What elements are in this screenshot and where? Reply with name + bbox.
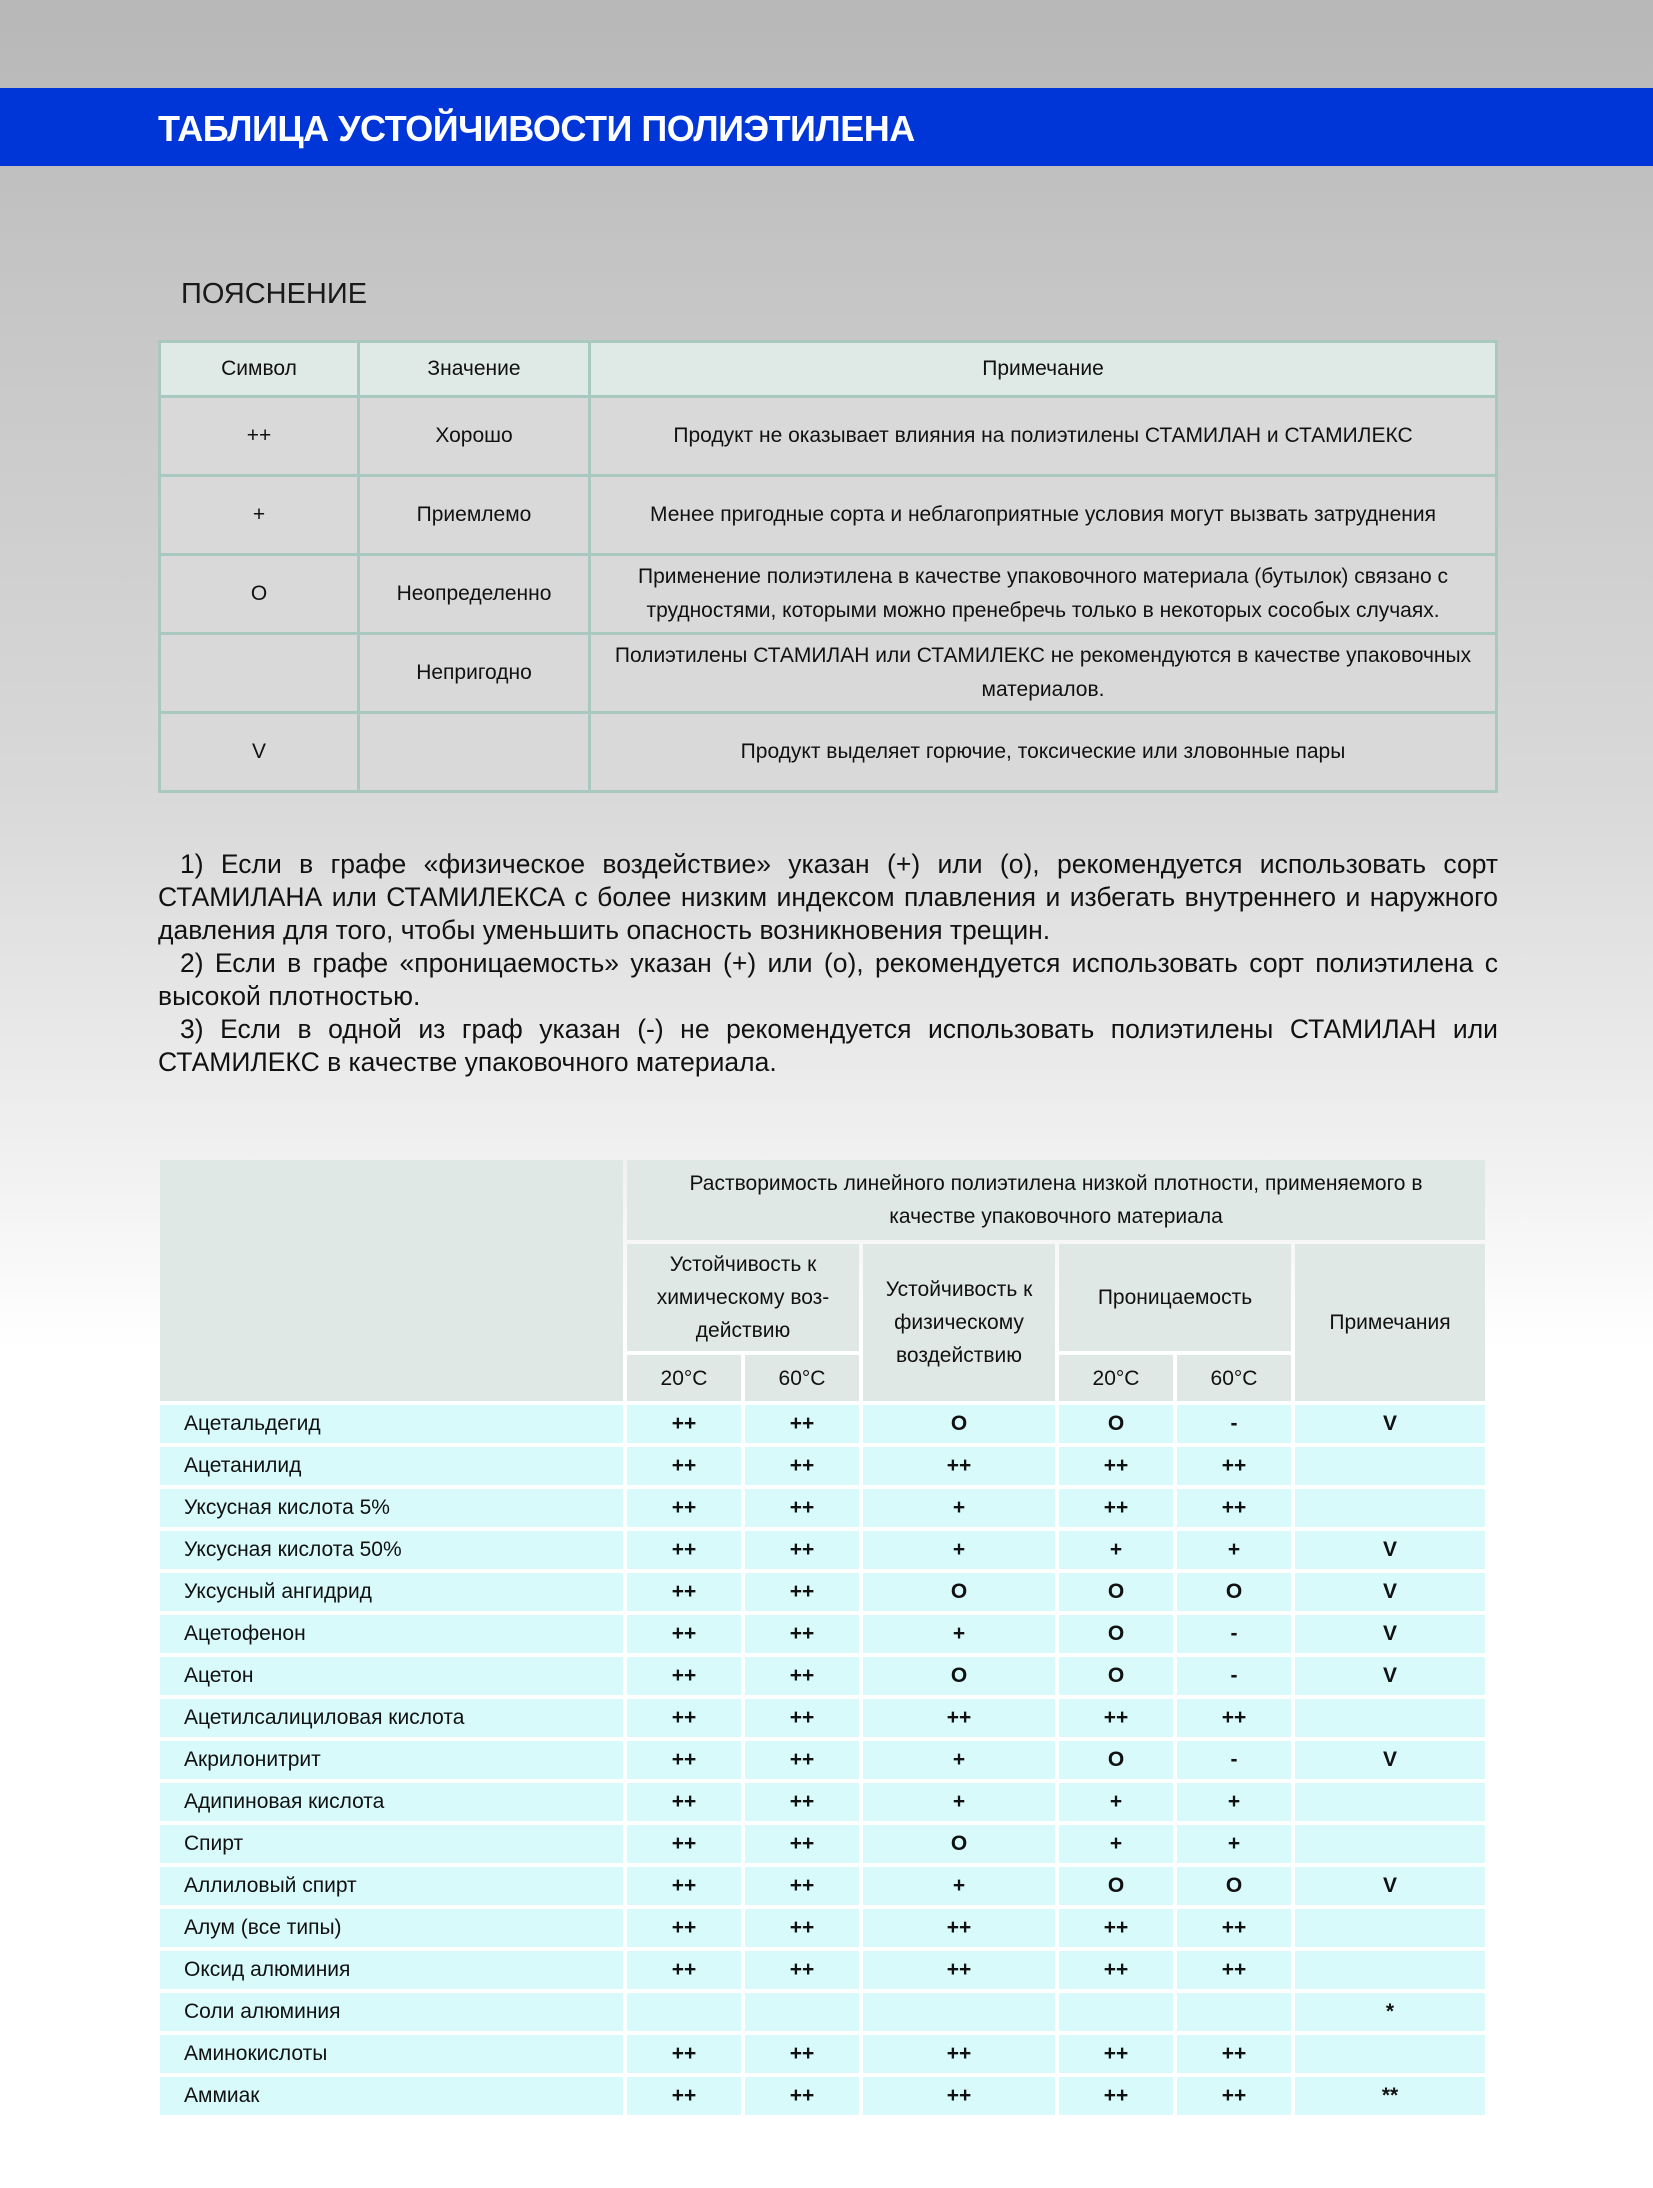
cell-note: V [1295,1657,1485,1695]
cell-phys: ++ [863,1699,1055,1737]
cell-perm20: О [1059,1573,1173,1611]
legend-row [160,555,1497,634]
cell-perm20 [1059,1993,1173,2031]
cell-chem60: ++ [745,1825,859,1863]
cell-perm60 [1177,1993,1291,2031]
cell-phys: ++ [863,2077,1055,2115]
table-row [160,2077,1485,2115]
legend-row [160,476,1497,555]
substance-name: Аллиловый спирт [160,1867,623,1905]
table-row [160,1699,1485,1737]
legend-row [160,713,1497,792]
cell-perm60: + [1177,1783,1291,1821]
substance-name: Ацетилсалициловая кислота [160,1699,623,1737]
cell-phys: О [863,1405,1055,1443]
cell-perm60: ++ [1177,2035,1291,2073]
header-perm-60: 60°C [1177,1355,1291,1401]
cell-phys: + [863,1531,1055,1569]
table-row [160,1531,1485,1569]
cell-chem60 [745,1993,859,2031]
legend-meaning: Хорошо [359,397,590,476]
cell-perm20: О [1059,1741,1173,1779]
legend-table [158,340,1498,793]
cell-perm60: ++ [1177,1447,1291,1485]
table-row [160,2035,1485,2073]
table-row [160,1909,1485,1947]
footnotes [158,848,1498,1079]
cell-chem60: ++ [745,1573,859,1611]
cell-chem60: ++ [745,2077,859,2115]
cell-perm20: ++ [1059,1951,1173,1989]
cell-chem20: ++ [627,1489,741,1527]
cell-phys: О [863,1573,1055,1611]
cell-chem60: ++ [745,1531,859,1569]
cell-chem60: ++ [745,1741,859,1779]
header-perm-20: 20°C [1059,1355,1173,1401]
cell-perm20: О [1059,1405,1173,1443]
cell-note: V [1295,1405,1485,1443]
cell-perm20: ++ [1059,1699,1173,1737]
cell-perm20: ++ [1059,1489,1173,1527]
cell-phys: + [863,1615,1055,1653]
cell-phys: + [863,1867,1055,1905]
substance-name: Оксид алюминия [160,1951,623,1989]
cell-perm60: О [1177,1867,1291,1905]
header-chem-20: 20°C [627,1355,741,1401]
substance-name: Аминокислоты [160,2035,623,2073]
substance-name: Ацетанилид [160,1447,623,1485]
legend-symbol: ++ [160,397,359,476]
header-phys: Устойчивость к физическому воздействию [863,1244,1055,1401]
legend-symbol [160,634,359,713]
cell-note [1295,1783,1485,1821]
substance-name: Адипиновая кислота [160,1783,623,1821]
legend-meaning [359,713,590,792]
table-row [160,1867,1485,1905]
table-row [160,1741,1485,1779]
cell-perm20: ++ [1059,1909,1173,1947]
cell-note [1295,1825,1485,1863]
cell-chem20: ++ [627,1909,741,1947]
table-row [160,1489,1485,1527]
cell-chem60: ++ [745,1657,859,1695]
cell-note: V [1295,1531,1485,1569]
cell-perm60: - [1177,1657,1291,1695]
table-row [160,1993,1485,2031]
cell-note: V [1295,1867,1485,1905]
cell-chem20: ++ [627,1783,741,1821]
legend-label: ПОЯСНЕНИЕ [181,278,368,310]
cell-phys: ++ [863,1447,1055,1485]
cell-chem20: ++ [627,1447,741,1485]
substance-name: Алум (все типы) [160,1909,623,1947]
cell-phys: ++ [863,2035,1055,2073]
legend-header-row [160,342,1497,397]
substance-name: Ацетофенон [160,1615,623,1653]
cell-note: V [1295,1573,1485,1611]
cell-perm60: ++ [1177,1909,1291,1947]
cell-perm60: ++ [1177,2077,1291,2115]
cell-perm60: О [1177,1573,1291,1611]
page-title: ТАБЛИЦА УСТОЙЧИВОСТИ ПОЛИЭТИЛЕНА [158,108,915,149]
legend-row [160,634,1497,713]
substance-name: Соли алюминия [160,1993,623,2031]
cell-perm60: + [1177,1825,1291,1863]
title-banner [0,88,1653,166]
footnote-1: 1) Если в графе «физическое воздействие» указан (+) или (о), рекомендуется использовать сорт СТАМИЛАНА или СТАМИЛЕКСА с более низким индексом плавления и избегать внутреннего и наружного давления для того, чтобы уменьшить опасность возникновения трещин. [158,849,1498,945]
cell-note: ** [1295,2077,1485,2115]
legend-symbol: О [160,555,359,634]
cell-phys: О [863,1657,1055,1695]
cell-chem20: ++ [627,1951,741,1989]
cell-chem20: ++ [627,1825,741,1863]
cell-chem20: ++ [627,1573,741,1611]
cell-chem60: ++ [745,2035,859,2073]
cell-note [1295,1909,1485,1947]
cell-perm60: + [1177,1531,1291,1569]
cell-note [1295,1699,1485,1737]
legend-symbol: + [160,476,359,555]
table-row [160,1405,1485,1443]
cell-chem60: ++ [745,1909,859,1947]
header-perm: Проницаемость [1059,1244,1291,1351]
cell-note: * [1295,1993,1485,2031]
header-group: Растворимость линейного полиэтилена низкой плотности, применяемого в качестве упаковочного материала [627,1160,1485,1240]
cell-chem60: ++ [745,1405,859,1443]
cell-perm20: О [1059,1657,1173,1695]
legend-meaning: Неопределенно [359,555,590,634]
substance-name: Спирт [160,1825,623,1863]
cell-note: V [1295,1741,1485,1779]
header-chem: Устойчивость к химическому воз-действию [627,1244,859,1351]
cell-chem20: ++ [627,1741,741,1779]
legend-note: Продукт не оказывает влияния на полиэтилены СТАМИЛАН и СТАМИЛЕКС [590,397,1497,476]
cell-chem60: ++ [745,1699,859,1737]
cell-perm20: + [1059,1531,1173,1569]
legend-meaning: Непригодно [359,634,590,713]
cell-phys: О [863,1825,1055,1863]
cell-chem60: ++ [745,1489,859,1527]
header-notes: Примечания [1295,1244,1485,1401]
cell-chem20: ++ [627,1867,741,1905]
table-body [160,1405,1485,2115]
substance-name: Уксусная кислота 50% [160,1531,623,1569]
cell-phys: + [863,1741,1055,1779]
legend-note: Применение полиэтилена в качестве упаковочного материала (бутылок) связано с трудностями, которыми можно пренебречь только в некоторых сособых случаях. [590,555,1497,634]
table-row [160,1657,1485,1695]
cell-chem60: ++ [745,1447,859,1485]
legend-meaning: Приемлемо [359,476,590,555]
cell-phys: + [863,1783,1055,1821]
cell-perm60: ++ [1177,1699,1291,1737]
cell-note [1295,1951,1485,1989]
legend-row [160,397,1497,476]
substance-name: Ацетальдегид [160,1405,623,1443]
cell-note: V [1295,1615,1485,1653]
cell-chem20: ++ [627,1405,741,1443]
cell-chem60: ++ [745,1951,859,1989]
cell-chem60: ++ [745,1867,859,1905]
cell-phys: + [863,1489,1055,1527]
table-row [160,1447,1485,1485]
legend-note: Менее пригодные сорта и неблагоприятные условия могут вызвать затруднения [590,476,1497,555]
cell-perm60: - [1177,1405,1291,1443]
cell-perm20: + [1059,1825,1173,1863]
header-chem-60: 60°C [745,1355,859,1401]
legend-col-meaning: Значение [359,342,590,397]
substance-name: Уксусный ангидрид [160,1573,623,1611]
cell-perm20: О [1059,1615,1173,1653]
header-blank [160,1160,623,1401]
cell-chem20: ++ [627,2035,741,2073]
substance-name: Уксусная кислота 5% [160,1489,623,1527]
cell-perm20: О [1059,1867,1173,1905]
legend-note: Продукт выделяет горючие, токсические или зловонные пары [590,713,1497,792]
legend-symbol: V [160,713,359,792]
substance-name: Акрилонитрит [160,1741,623,1779]
cell-perm20: ++ [1059,2035,1173,2073]
legend-note: Полиэтилены СТАМИЛАН или СТАМИЛЕКС не рекомендуются в качестве упаковочных материалов. [590,634,1497,713]
cell-note [1295,1489,1485,1527]
cell-phys [863,1993,1055,2031]
footnote-3: 3) Если в одной из граф указан (-) не рекомендуется использовать полиэтилены СТАМИЛАН или СТАМИЛЕКС в качестве упаковочного материала. [158,1014,1498,1077]
cell-chem20: ++ [627,1699,741,1737]
cell-chem20: ++ [627,1531,741,1569]
resistance-table [156,1156,1489,2119]
table-row [160,1825,1485,1863]
cell-phys: ++ [863,1909,1055,1947]
cell-perm20: ++ [1059,2077,1173,2115]
legend-col-note: Примечание [590,342,1497,397]
table-row [160,1783,1485,1821]
table-row [160,1615,1485,1653]
cell-note [1295,1447,1485,1485]
cell-perm60: ++ [1177,1951,1291,1989]
cell-perm60: - [1177,1741,1291,1779]
substance-name: Ацетон [160,1657,623,1695]
table-header-row [160,1160,1485,1240]
cell-chem60: ++ [745,1783,859,1821]
cell-note [1295,2035,1485,2073]
cell-perm60: - [1177,1615,1291,1653]
cell-chem20: ++ [627,2077,741,2115]
table-row [160,1951,1485,1989]
legend-col-symbol: Символ [160,342,359,397]
cell-perm20: + [1059,1783,1173,1821]
cell-perm20: ++ [1059,1447,1173,1485]
substance-name: Аммиак [160,2077,623,2115]
table-row [160,1573,1485,1611]
cell-chem20: ++ [627,1615,741,1653]
cell-perm60: ++ [1177,1489,1291,1527]
footnote-2: 2) Если в графе «проницаемость» указан (+) или (о), рекомендуется использовать сорт полиэтилена с высокой плотностью. [158,948,1498,1011]
cell-chem20: ++ [627,1657,741,1695]
cell-phys: ++ [863,1951,1055,1989]
cell-chem20 [627,1993,741,2031]
cell-chem60: ++ [745,1615,859,1653]
